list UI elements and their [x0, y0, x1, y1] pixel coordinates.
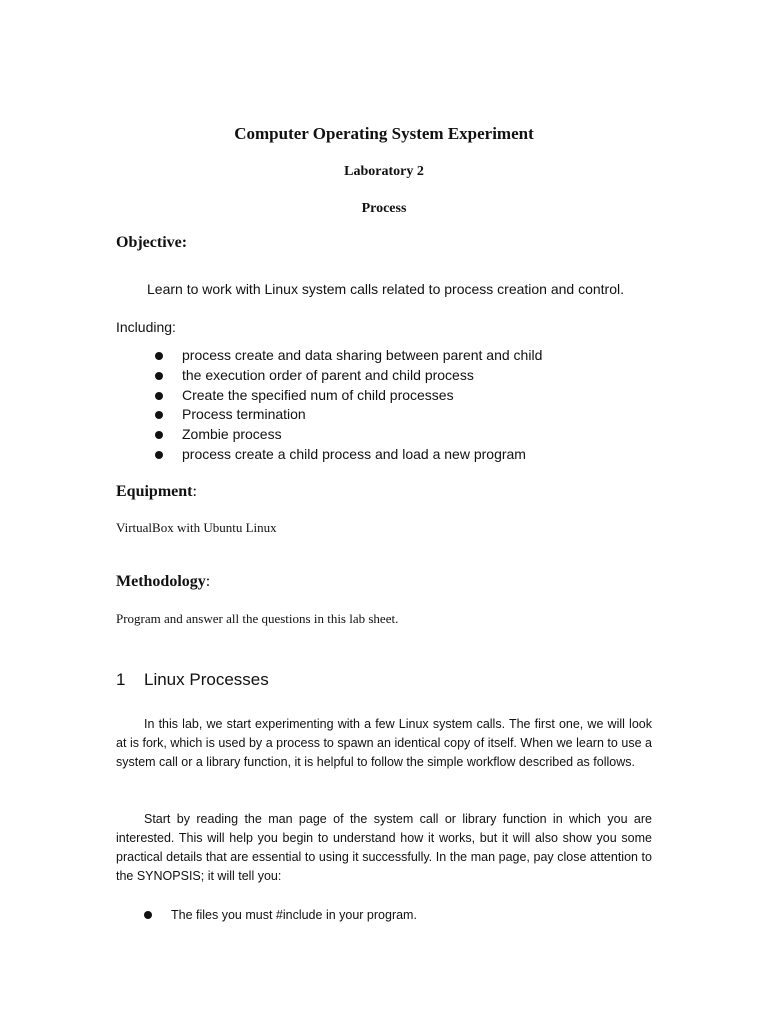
list-item: The files you must #include in your program. — [144, 906, 417, 925]
lab-number: Laboratory 2 — [344, 164, 424, 179]
objective-heading: Objective: — [116, 234, 188, 251]
objective-text: Learn to work with Linux system calls related to process creation and control. — [147, 281, 625, 297]
bullet-icon — [155, 411, 163, 419]
section-title: Linux Processes — [144, 670, 269, 689]
document-title: Computer Operating System Experiment — [234, 124, 534, 143]
methodology-text: Program and answer all the questions in this lab sheet. — [116, 611, 399, 626]
section-paragraph-2: Start by reading the man page of the system call or library function in which you are interested. This will help you begin to understand how it works, but it will also show you some practical details that are essential to using it successfully. In the man page, pay close attention to the SYNOPSIS; it will tell you: — [116, 812, 652, 883]
bullet-icon — [144, 911, 152, 919]
section-number: 1 — [116, 670, 126, 689]
list-item: Process termination — [155, 405, 675, 425]
equipment-heading: Equipment: — [116, 483, 197, 500]
including-label: Including: — [116, 319, 176, 335]
list-item: Create the specified num of child processes — [155, 386, 675, 406]
bullet-icon — [155, 372, 163, 380]
list-item: process create a child process and load a new program — [155, 445, 675, 465]
bullet-icon — [155, 352, 163, 360]
list-item: Zombie process — [155, 425, 675, 445]
objective-list — [155, 346, 675, 465]
section-paragraph-1: In this lab, we start experimenting with a few Linux system calls. The first one, we will look at is fork, which is used by a process to spawn an identical copy of itself. When we learn to use a system call or a library function, it is helpful to follow the simple workflow described as follows. — [116, 717, 652, 769]
list-item: the execution order of parent and child process — [155, 366, 675, 386]
methodology-heading: Methodology: — [116, 573, 211, 590]
lab-topic: Process — [361, 201, 407, 216]
bullet-icon — [155, 392, 163, 400]
list-item: process create and data sharing between parent and child — [155, 346, 675, 366]
bullet-icon — [155, 431, 163, 439]
equipment-text: VirtualBox with Ubuntu Linux — [116, 520, 277, 535]
bullet-icon — [155, 451, 163, 459]
